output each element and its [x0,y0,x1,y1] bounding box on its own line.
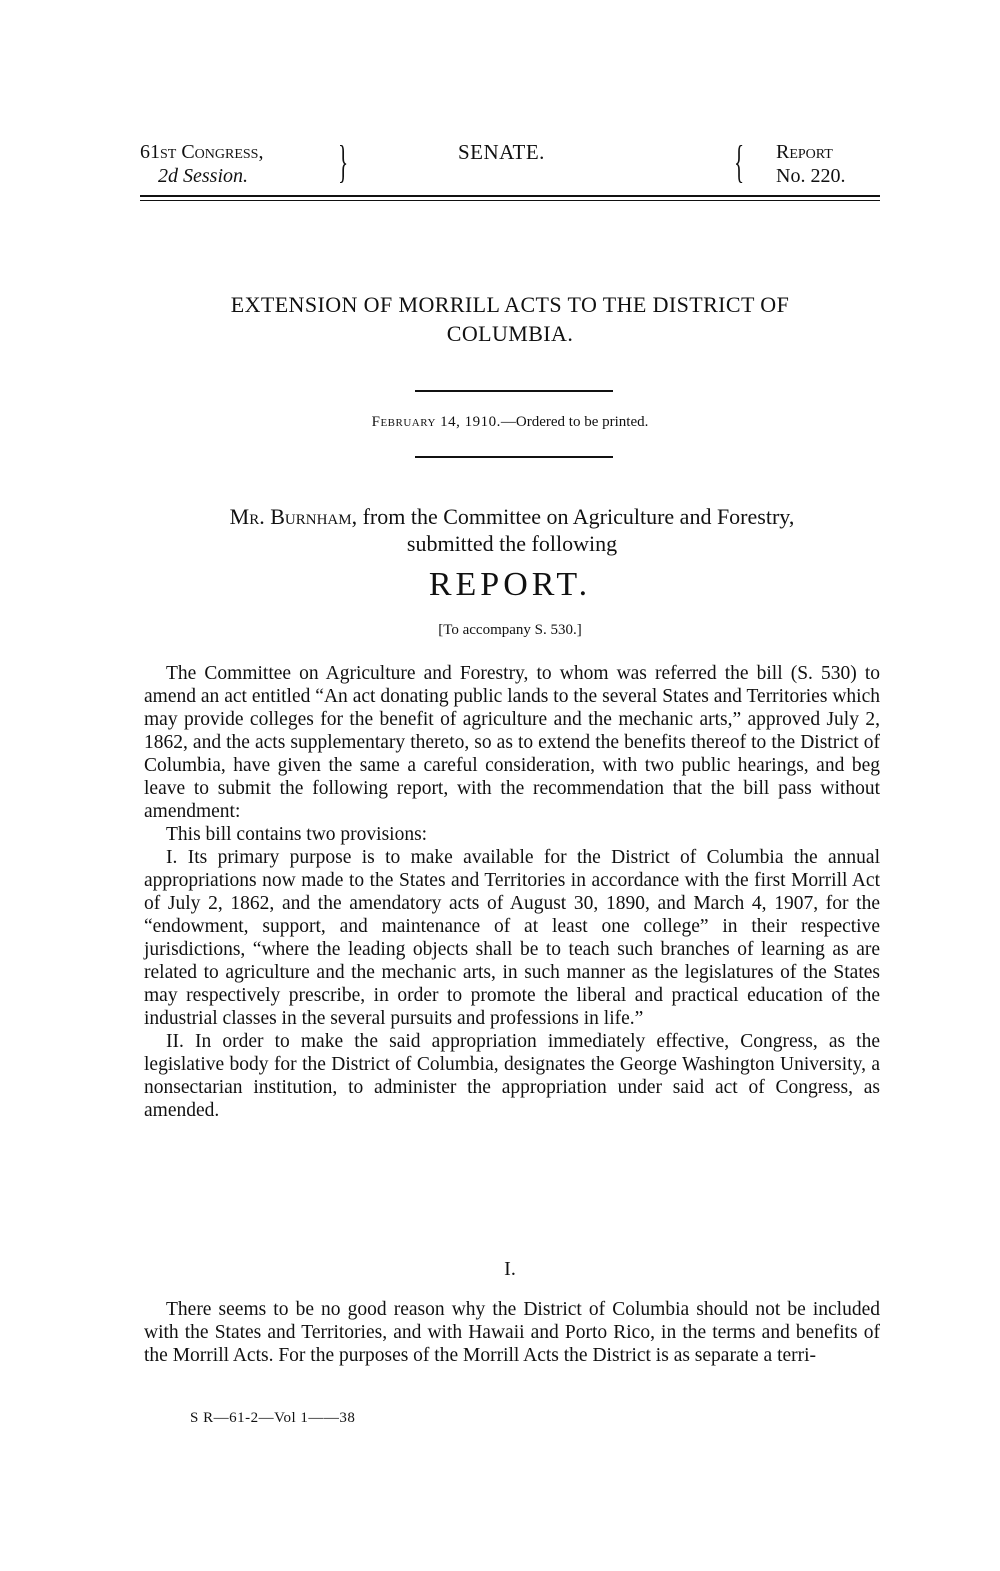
right-brace-icon: } [338,136,349,187]
submission-text-1: from the Committee on Agriculture and Forestry, [362,504,795,529]
submission-text-2: submitted the following [406,531,618,556]
paragraph: The Committee on Agriculture and Forestry, to whom was referred the bill (S. 530) to amend an act entitled “An act donating public lands to the several States and Territories which may provide colleges for the benefit of agriculture and the mechanic arts,” approved July 2, 1862, and the acts supplementary thereto, so as to extend the benefits thereof to the District of Columbia, have given the same a careful consideration, with two public hearings, and beg leave to submit the following report, with the recommendation that the bill pass without amendment: [144,663,880,822]
report-heading: REPORT. [428,566,592,603]
senator-name: Mr. Burnham, [229,504,358,529]
report-label: Report [776,141,833,163]
paragraph: II. In order to make the said appropriation immediately effective, Congress, as the legislative body for the District of Columbia, designates the George Washington University, a nonsectarian institution, to administer the appropriation under said act of Congress, as amended. [144,1031,880,1121]
title-line-2: COLUMBIA. [446,321,574,346]
section-heading: I. [504,1258,516,1280]
paragraph: I. Its primary purpose is to make available for the District of Columbia the annual appropriations now made to the States and Territories in accordance with the first Morrill Act of July 2, 1862, and the amendatory acts of August 30, 1890, and March 4, 1907, for the “endowment, support, and maintenance of at least one college” in their respective jurisdictions, “where the leading objects shall be to teach such branches of learning as are related to agriculture and the mechanic arts, in such manner as the legislatures of the States may respectively prescribe, in order to promote the liberal and practical education of the industrial classes in the several pursuits and professions in life.” [144,847,880,1029]
paragraph: There seems to be no good reason why the District of Columbia should not be included with the States and Territories, and with Hawaii and Porto Rico, in the terms and benefits of the Morrill Acts. For the purposes of the Morrill Acts the District is as separate a terri- [144,1299,880,1366]
congress-session-block [140,140,263,188]
divider-rule [415,456,613,458]
report-body [144,662,880,1122]
dateline-date: February 14, 1910. [371,414,501,430]
section-body [144,1298,880,1367]
document-title [100,290,920,348]
session-label: 2d Session. [158,165,248,187]
accompany-note: [To accompany S. 530.] [438,622,582,638]
dateline [100,414,920,431]
report-number: No. 220. [776,165,846,187]
divider-rule [415,390,613,392]
paragraph: This bill contains two provisions: [166,824,428,845]
report-number-block [776,140,845,188]
congress-label: 61st Congress, [140,141,264,163]
title-line-1: EXTENSION OF MORRILL ACTS TO THE DISTRICT OF [230,292,790,317]
chamber-label: SENATE. [458,140,545,164]
submission-line [144,503,880,557]
signature-mark: S R—61-2—Vol 1——38 [190,1410,356,1426]
left-brace-icon: { [734,136,745,187]
header-rule [140,195,880,197]
report-header [140,136,880,188]
header-rule-thin [140,200,880,201]
dateline-text: —Ordered to be printed. [500,414,649,430]
